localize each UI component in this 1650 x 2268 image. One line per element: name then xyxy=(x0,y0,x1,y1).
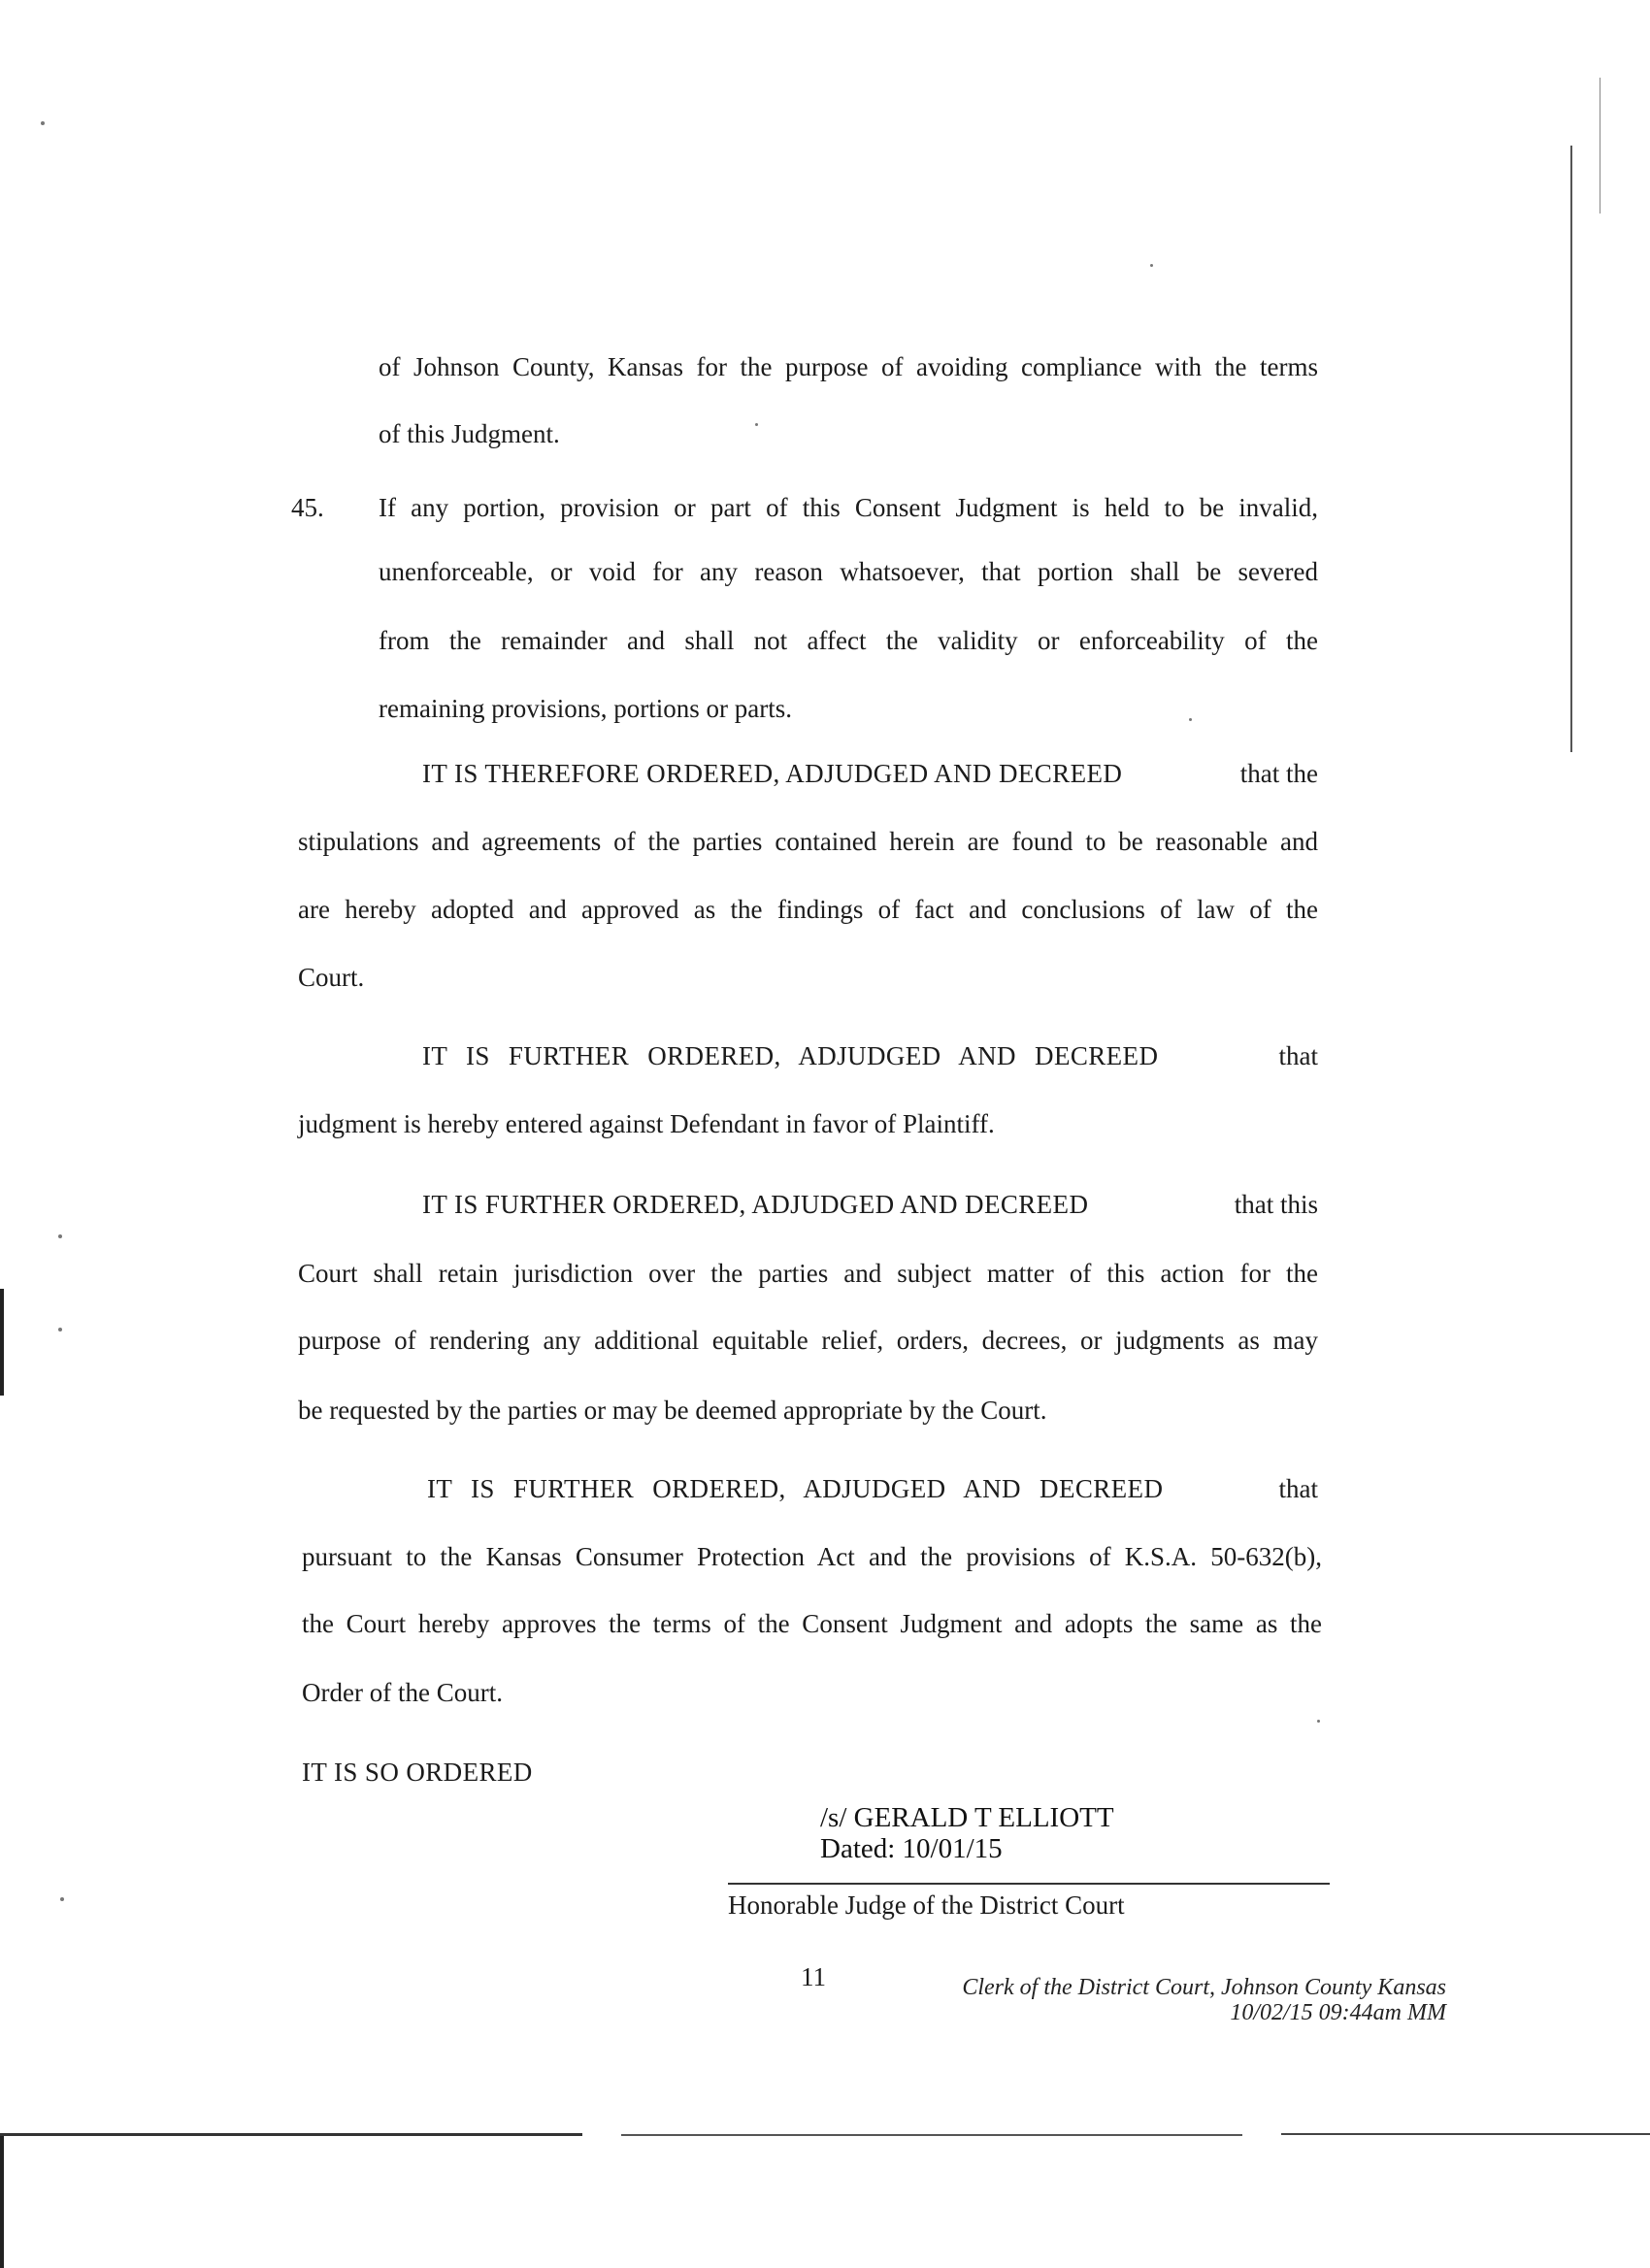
order-1-line-1-tail: that the xyxy=(1239,759,1318,788)
order-4-line-1 xyxy=(427,1472,1318,1505)
order-3-line-1 xyxy=(422,1188,1318,1221)
order-4-heading: IT IS FURTHER ORDERED, ADJUDGED AND DECREED xyxy=(427,1474,1164,1503)
clerk-stamp-line-1: Clerk of the District Court, Johnson County Kansas xyxy=(962,1975,1446,2000)
scan-speck xyxy=(41,121,45,125)
page-number: 11 xyxy=(801,1962,826,1991)
para-45-line-4: remaining provisions, portions or parts. xyxy=(379,694,792,723)
order-3-heading: IT IS FURTHER ORDERED, ADJUDGED AND DECREED xyxy=(422,1190,1089,1219)
clerk-stamp-line-2: 10/02/15 09:44am MM xyxy=(1230,2000,1446,2025)
para-44-line-2: of this Judgment. xyxy=(379,419,560,448)
order-3-line-1-tail: that this xyxy=(1234,1190,1318,1219)
order-4-line-3: the Court hereby approves the terms of the Consent Judgment and adopts the same as the xyxy=(302,1609,1322,1638)
order-1-line-2: stipulations and agreements of the parties contained herein are found to be reasonable and xyxy=(298,827,1318,856)
scan-speck xyxy=(1189,718,1192,721)
order-1-heading: IT IS THEREFORE ORDERED, ADJUDGED AND DECREED xyxy=(422,759,1123,788)
order-1-line-1 xyxy=(422,757,1318,790)
order-1-line-4: Court. xyxy=(298,963,365,992)
signature-dated: Dated: 10/01/15 xyxy=(820,1833,1003,1864)
scan-speck xyxy=(755,423,758,426)
scan-edge-mark-left-bottom xyxy=(0,2133,4,2268)
scan-bottom-line-3 xyxy=(1281,2133,1650,2135)
signature-line xyxy=(728,1883,1330,1885)
para-45-line-1: If any portion, provision or part of this Consent Judgment is held to be invalid, xyxy=(379,493,1318,522)
order-4-line-4: Order of the Court. xyxy=(302,1678,503,1707)
scan-speck xyxy=(58,1328,62,1331)
order-2-line-1-tail: that xyxy=(1278,1041,1318,1070)
scan-speck xyxy=(58,1234,62,1238)
order-4-line-2: pursuant to the Kansas Consumer Protection Act and the provisions of K.S.A. 50-632(b), xyxy=(302,1542,1322,1571)
para-45-line-3: from the remainder and shall not affect the validity or enforceability of the xyxy=(379,626,1318,655)
scan-speck xyxy=(1317,1720,1320,1723)
order-3-line-2: Court shall retain jurisdiction over the parties and subject matter of this action for the xyxy=(298,1259,1318,1288)
para-45-line-2: unenforceable, or void for any reason whatsoever, that portion shall be severed xyxy=(379,557,1318,586)
scan-speck xyxy=(60,1897,64,1901)
signature-title: Honorable Judge of the District Court xyxy=(728,1890,1125,1920)
signature-name: /s/ GERALD T ELLIOTT xyxy=(820,1802,1114,1833)
so-ordered: IT IS SO ORDERED xyxy=(302,1758,533,1787)
order-3-line-3: purpose of rendering any additional equitable relief, orders, decrees, or judgments as may xyxy=(298,1326,1318,1355)
scan-bottom-line-1 xyxy=(0,2133,582,2136)
order-3-line-4: be requested by the parties or may be deemed appropriate by the Court. xyxy=(298,1396,1047,1425)
para-45-number: 45. xyxy=(291,493,324,522)
order-1-line-3: are hereby adopted and approved as the findings of fact and conclusions of law of the xyxy=(298,895,1318,924)
order-4-line-1-tail: that xyxy=(1278,1474,1318,1503)
scan-edge-mark-left xyxy=(0,1289,4,1396)
order-2-line-1 xyxy=(422,1039,1318,1072)
order-2-line-2: judgment is hereby entered against Defendant in favor of Plaintiff. xyxy=(298,1109,995,1138)
order-2-heading: IT IS FURTHER ORDERED, ADJUDGED AND DECREED xyxy=(422,1041,1159,1070)
scan-bottom-line-2 xyxy=(621,2134,1242,2136)
scan-speck xyxy=(1150,264,1153,267)
para-44-line-1: of Johnson County, Kansas for the purpose of avoiding compliance with the terms xyxy=(379,352,1318,381)
scan-edge-line-right xyxy=(1570,146,1572,752)
